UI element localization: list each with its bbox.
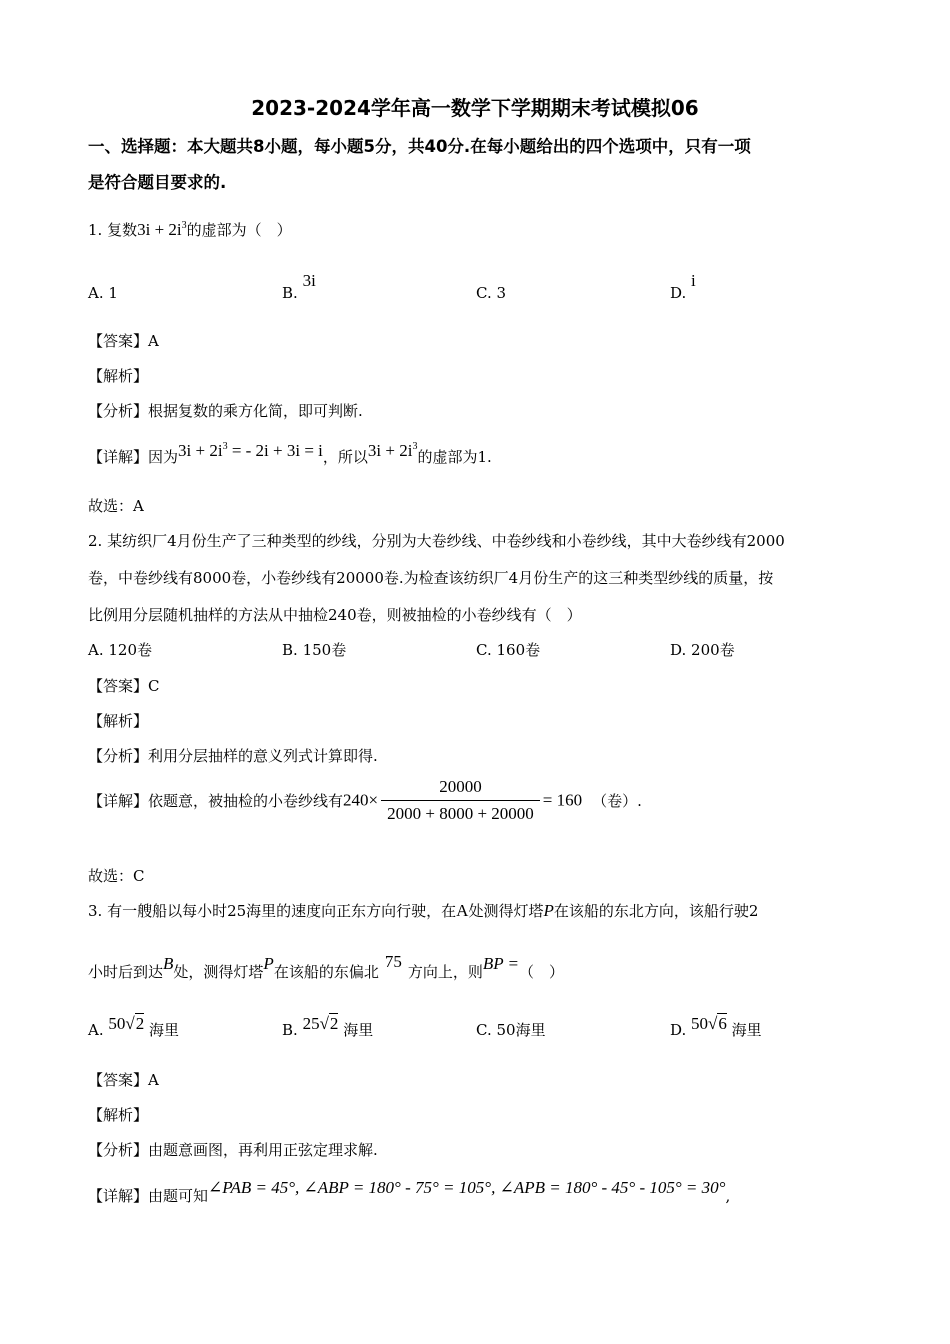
q2-option-b: B. 150卷 [282,641,347,659]
q2-option-a: A. 120卷 [88,641,153,659]
q2-option-c: C. 160卷 [476,641,541,659]
document-title: 2023-2024学年高一数学下学期期末考试模拟06 [251,96,699,120]
q3-option-c: C. 50海里 [476,1021,546,1039]
q3-jiexi: 【解析】 [88,1106,149,1124]
q1-detail: 【详解】因为$3i + 2i^3$ = - 2i + 3i = i，所以$3i + 2i^3$的虚部为1. [88,441,492,466]
q3-analysis: 【分析】由题意画图，再利用正弦定理求解. [88,1141,378,1159]
q1-suffix: 的虚部为（ ） [186,221,292,239]
q1-prefix: 1. 复数 [88,221,138,239]
q3-option-a: A. 50√2 海里 [88,1014,180,1039]
q2-detail: 【详解】依题意，被抽检的小卷纱线有240× $\frac{20000}{2000 + 8000 + 20000}$ = 160 （卷）. [88,777,642,823]
q1-answer: 【答案】A [88,332,159,350]
q1-analysis: 【分析】根据复数的乘方化简，即可判断. [88,402,363,420]
q2-option-d: D. 200卷 [670,641,735,659]
q1-detail-expression: $3i + 2i^3$ = - 2i + 3i = i [178,441,323,460]
q1-option-c: C. 3 [476,284,507,302]
section-heading-line1: 一、选择题：本大题共8小题，每小题5分，共40分.在每小题给出的四个选项中，只有一项 [88,137,751,156]
q1-stem [88,216,292,240]
q2-jiexi: 【解析】 [88,712,149,730]
q3-answer: 【答案】A [88,1071,159,1089]
q2-answer: 【答案】C [88,677,160,695]
q1-detail-expression-2: $3i + 2i^3$ [367,441,418,460]
q2-analysis: 【分析】利用分层抽样的意义列式计算即得. [88,747,378,765]
q3-stem-line2: 小时后到达B处，测得灯塔P在该船的东偏北75方向上，则BP =（ ） [88,952,565,981]
q2-choice: 故选：C [88,867,145,885]
q1-expression: $3i + 2i^3$ [137,220,187,239]
q1-option-a: A. 1 [88,284,118,302]
q2-stem-line1: 2. 某纺织厂4月份生产了三种类型的纱线，分别为大卷纱线、中卷纱线和小卷纱线，其中大卷纱线有2000 [88,532,785,550]
q2-stem-line3: 比例用分层随机抽样的方法从中抽检240卷，则被抽检的小卷纱线有（ ） [88,606,582,624]
q2-stem-line2: 卷，中卷纱线有8000卷，小卷纱线有20000卷.为检查该纺织厂4月份生产的这三种类型纱线的质量，按 [88,569,774,587]
q1-choice: 故选：A [88,497,144,515]
q1-option-b: B. 3i [282,271,316,302]
q3-detail-expression: ∠PAB = 45°, ∠ABP = 180° - 75° = 105°, ∠APB = 180° - 45° - 105° = 30° [208,1178,726,1197]
q3-stem-line1: 3. 有一艘船以每小时25海里的速度向正东方向行驶，在A处测得灯塔P在该船的东北方向，该船行驶2 [88,901,759,920]
q3-option-d: D. 50√6 海里 [670,1014,762,1039]
q1-jiexi: 【解析】 [88,367,149,385]
q2-fraction: $\frac{20000}{2000 + 8000 + 20000}$ [381,777,540,824]
q1-option-d: D. i [670,271,696,302]
q3-option-b: B. 25√2 海里 [282,1014,374,1039]
q3-detail: 【详解】由题可知∠PAB = 45°, ∠ABP = 180° - 75° = 105°, ∠APB = 180° - 45° - 105° = 30°, [88,1178,731,1205]
section-heading-line2: 是符合题目要求的. [88,173,227,192]
